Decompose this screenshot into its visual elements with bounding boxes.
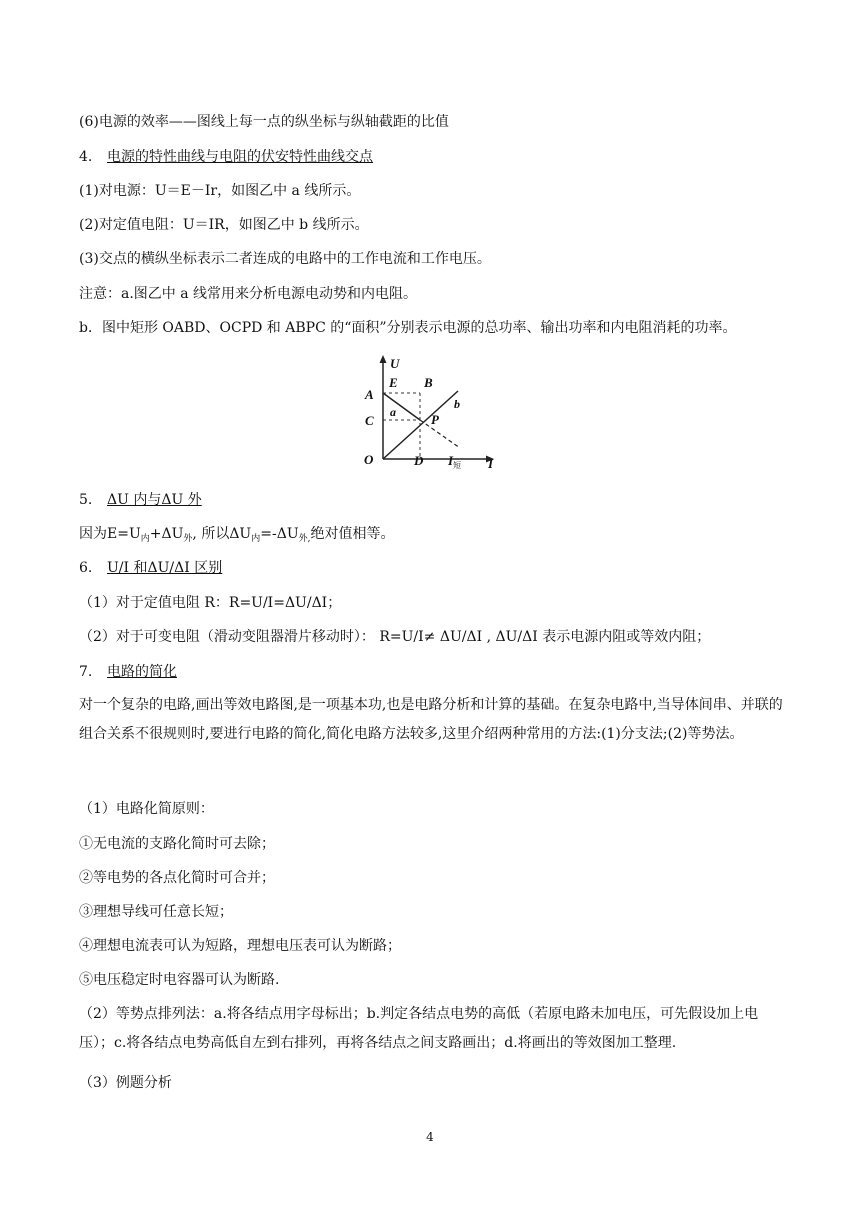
paragraph-note-a: 注意：a.图乙中 a 线常用来分析电源电动势和内电阻。 [79, 286, 418, 302]
page-number: 4 [426, 1130, 434, 1144]
rule-2: ②等电势的各点化简时可合并； [79, 870, 275, 886]
rule-4: ④理想电流表可认为短路，理想电压表可认为断路； [79, 938, 401, 954]
section-number: 6. [79, 560, 93, 576]
label-u: U [390, 356, 400, 371]
section-number: 7. [79, 664, 93, 680]
section-title: 电路的简化 [107, 664, 177, 680]
section-heading-4 [79, 147, 373, 167]
section-title: ΔU 内与ΔU 外 [107, 492, 202, 508]
section-title: U/I 和ΔU/ΔI 区别 [107, 560, 223, 576]
label-a-point: A [365, 387, 374, 402]
section-title: 电源的特性曲线与电阻的伏安特性曲线交点 [107, 149, 373, 165]
rule-3: ③理想导线可任意长短； [79, 904, 233, 920]
rule-5: ⑤电压稳定时电容器可认为断路. [79, 972, 280, 988]
paragraph-principles: （1）电路化简原则： [79, 801, 214, 817]
section-heading-6 [79, 558, 222, 578]
label-i: I [488, 456, 494, 471]
section-heading-7 [79, 662, 177, 682]
paragraph-circuit-intro: 对一个复杂的电路,画出等效电路图,是一项基本功,也是电路分析和计算的基础。在复杂电路中,当导体间串、并联的组合关系不很规则时,要进行电路的简化,简化电路方法较多,这里介绍两种常用的方法:(1)分支法;(2)等势法。 [79, 697, 783, 742]
paragraph-power-source: (1)对电源：U＝E－Ir，如图乙中 a 线所示。 [79, 183, 361, 199]
label-p-point: P [431, 412, 439, 427]
label-d-point: D [414, 453, 424, 468]
label-o: O [364, 452, 374, 467]
paragraph-note-b: b．图中矩形 OABD、OCPD 和 ABPC 的“面积”分别表示电源的总功率、输出功率和内电阻消耗的功率。 [79, 320, 737, 336]
paragraph-intersection: (3)交点的横纵坐标表示二者连成的电路中的工作电流和工作电压。 [79, 251, 491, 267]
paragraph-example: （3）例题分析 [79, 1075, 172, 1091]
label-c-point: C [365, 413, 374, 428]
section-heading-5 [79, 490, 202, 510]
label-e-point: E [389, 375, 398, 390]
line-a-extension [420, 420, 460, 448]
line-a [383, 393, 420, 420]
paragraph-delta-u: 因为$E=U_内+\Delta U_外$, 所以$\Delta U_内=-\Delta U_{外,}$绝对值相等。 [79, 526, 395, 544]
rule-1: ①无电流的支路化简时可去除； [79, 836, 275, 852]
paragraph-efficiency: (6)电源的效率——图线上每一点的纵坐标与纵轴截距的比值 [79, 114, 449, 130]
ui-graph-figure [360, 352, 502, 472]
paragraph-fixed-r: （1）对于定值电阻 R：R=U/I=ΔU/ΔI； [79, 595, 342, 611]
label-line-b: b [454, 397, 460, 411]
section-number: 4. [79, 149, 93, 165]
paragraph-variable-r: （2）对于可变电阻（滑动变阻器滑片移动时）： R=U/I≠ ΔU/ΔI , ΔU/ΔI 表示电源内阻或等效内阻； [79, 629, 711, 645]
u-axis-arrow-icon [380, 355, 387, 363]
label-line-a: a [390, 405, 396, 419]
paragraph-equipotential: （2）等势点排列法：a.将各结点用字母标出；b.判定各结点电势的高低（若原电路未加电压，可先假设加上电压）；c.将各结点电势高低自左到右排列，再将各结点之间支路画出；d.将画出的等效图加工整理. [79, 1006, 759, 1051]
section-number: 5. [79, 492, 93, 508]
paragraph-fixed-resistor: (2)对定值电阻：U＝IR，如图乙中 b 线所示。 [79, 217, 369, 233]
label-i-short: $I_短$ [448, 453, 462, 470]
label-b-point: B [424, 375, 433, 390]
